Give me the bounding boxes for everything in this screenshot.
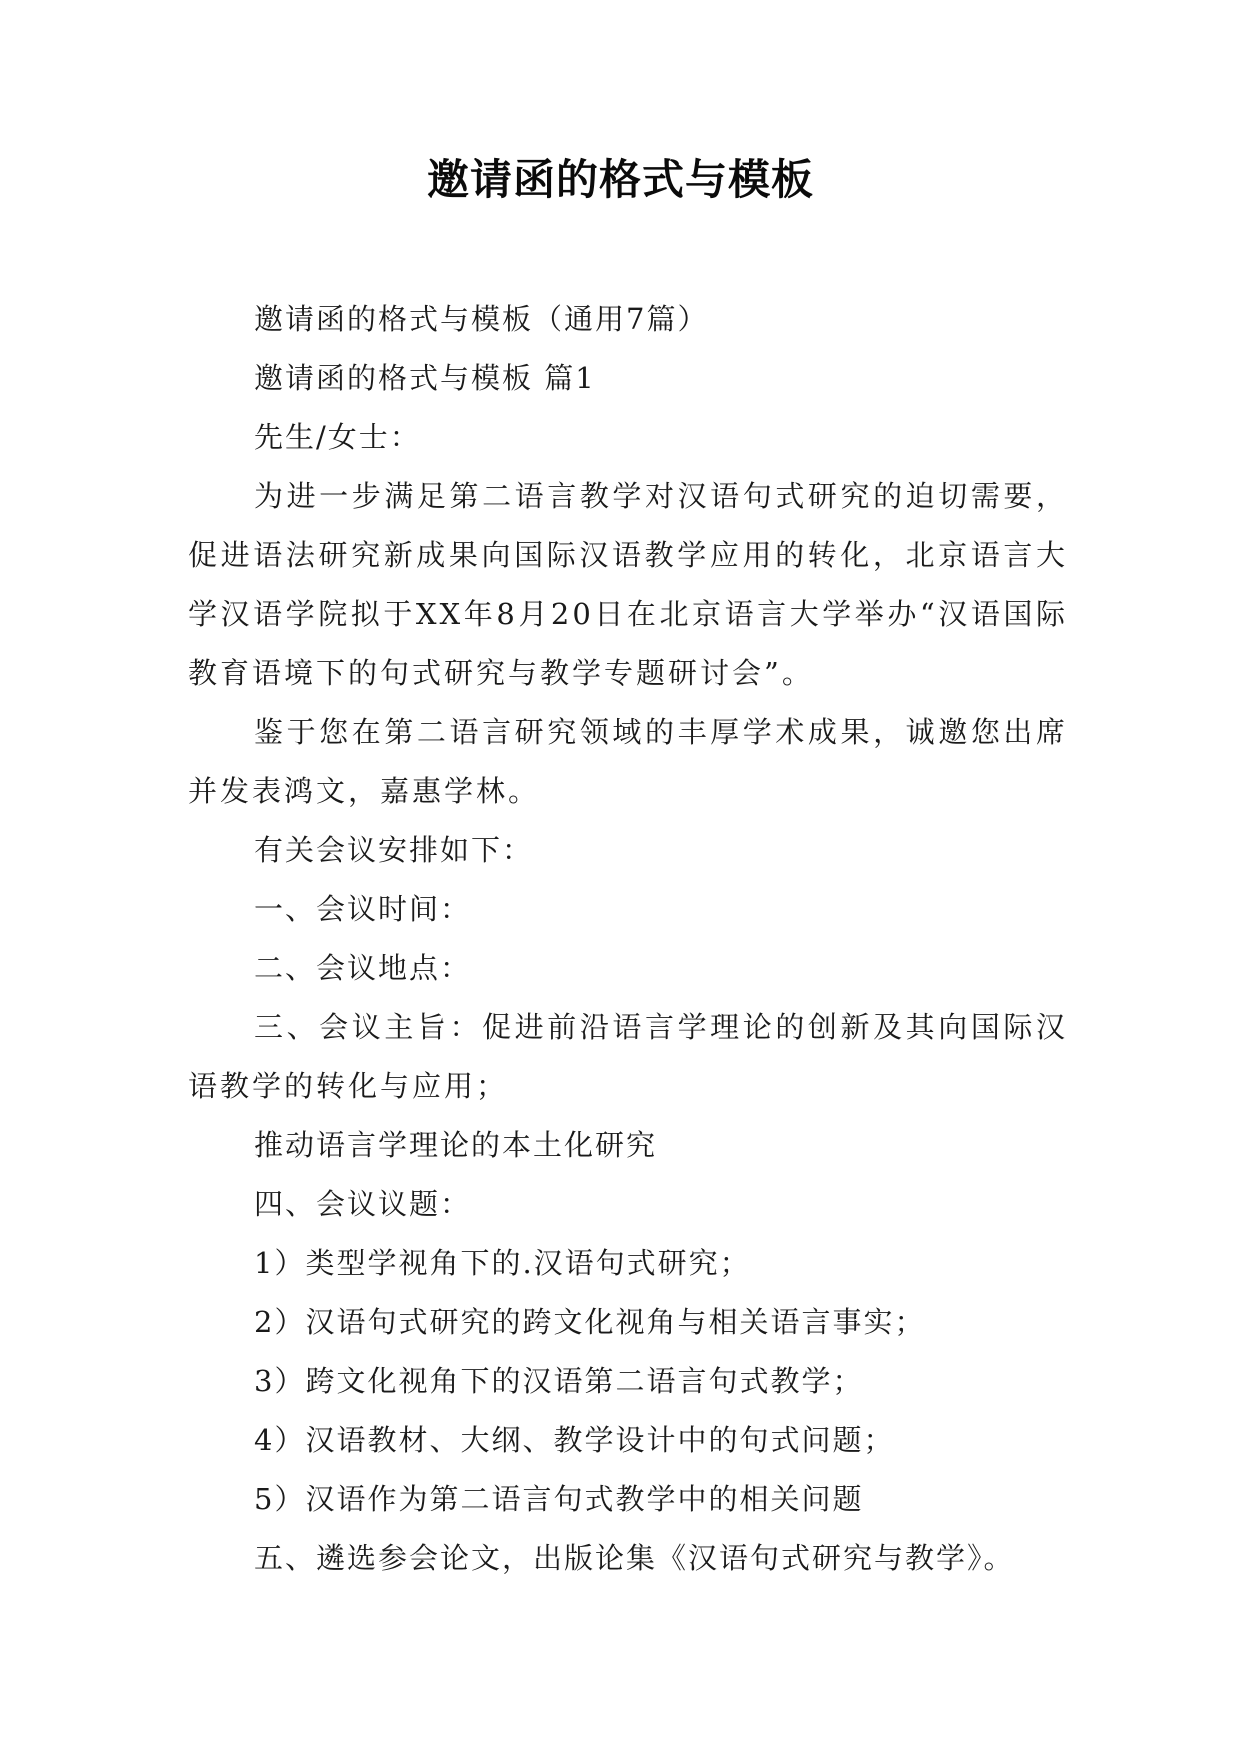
list-item-topic-3: 3）跨文化视角下的汉语第二语言句式教学； [254, 1364, 864, 1398]
paragraph-meeting-place: 二、会议地点： [254, 951, 472, 985]
paragraph-topics-heading: 四、会议议题： [254, 1187, 472, 1221]
paragraph-invitation: 鉴于您在第二语言研究领域的丰厚学术成果，诚邀您出席并发表鸿文，嘉惠学林。 [188, 715, 1068, 808]
document-body [188, 290, 1068, 1588]
list-item-topic-5: 5）汉语作为第二语言句式教学中的相关问题 [254, 1482, 864, 1516]
paragraph-salutation: 先生/女士： [254, 420, 421, 454]
paragraph-localization: 推动语言学理论的本土化研究 [254, 1128, 658, 1162]
paragraph-publication: 五、遴选参会论文，出版论集《汉语句式研究与教学》。 [254, 1541, 1015, 1575]
list-item-topic-1: 1）类型学视角下的.汉语句式研究； [254, 1246, 751, 1280]
paragraph-subtitle: 邀请函的格式与模板（通用7篇） [254, 302, 709, 336]
paragraph-intro: 为进一步满足第二语言教学对汉语句式研究的迫切需要，促进语法研究新成果向国际汉语教学应用的转化，北京语言大学汉语学院拟于XX年8月20日在北京语言大学举办“汉语国际教育语境下的句式研究与教学专题研讨会”。 [188, 479, 1068, 690]
paragraph-meeting-time: 一、会议时间： [254, 892, 472, 926]
document-title: 邀请函的格式与模板 [426, 155, 814, 204]
paragraph-section-heading: 邀请函的格式与模板 篇1 [254, 361, 596, 395]
paragraph-arrangement-heading: 有关会议安排如下： [254, 833, 534, 867]
list-item-topic-4: 4）汉语教材、大纲、教学设计中的句式问题； [254, 1423, 895, 1457]
list-item-topic-2: 2）汉语句式研究的跨文化视角与相关语言事实； [254, 1305, 926, 1339]
paragraph-meeting-purpose: 三、会议主旨：促进前沿语言学理论的创新及其向国际汉语教学的转化与应用； [188, 1010, 1068, 1103]
